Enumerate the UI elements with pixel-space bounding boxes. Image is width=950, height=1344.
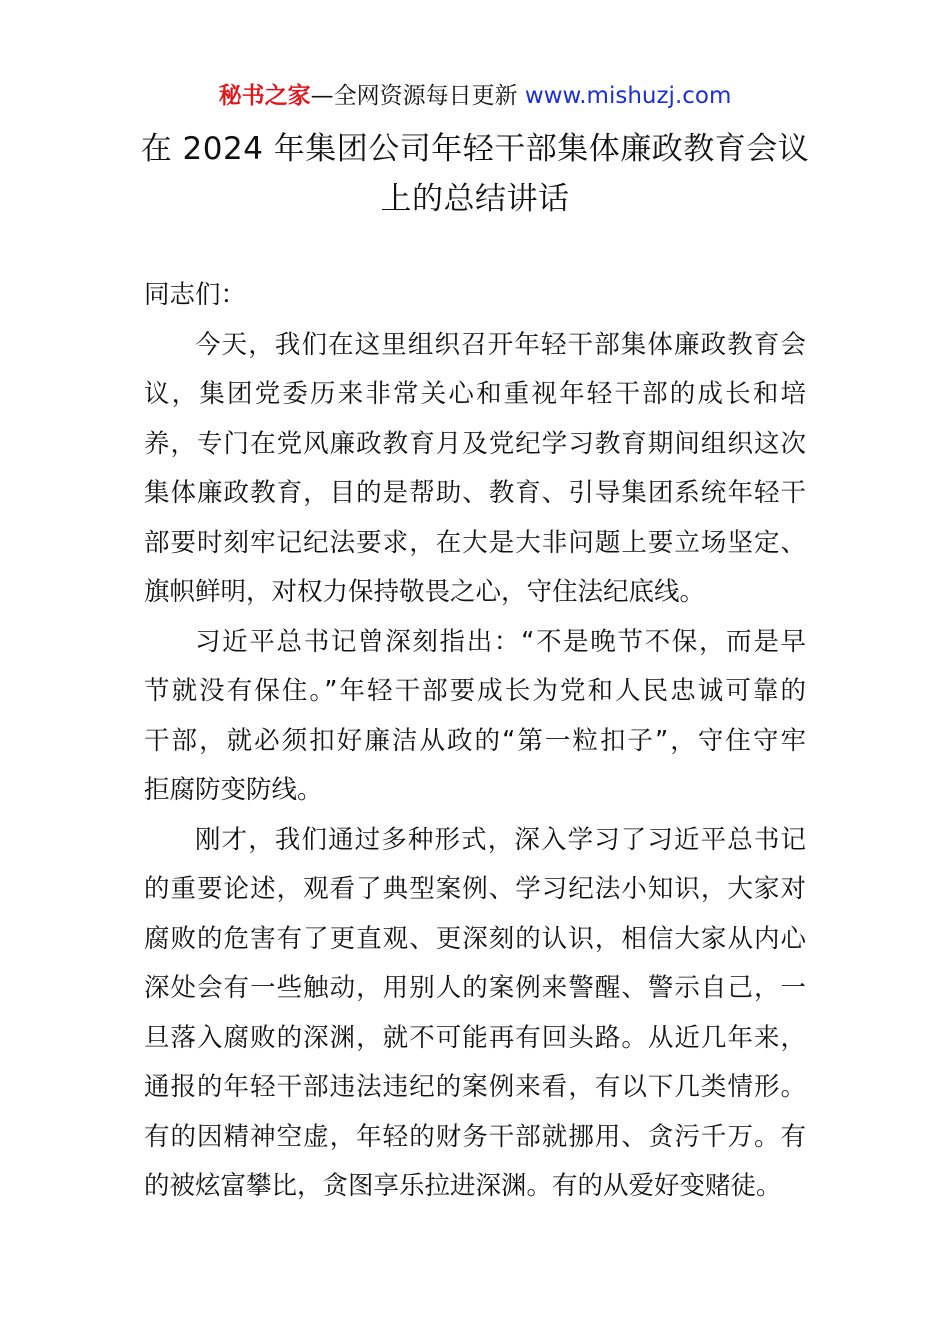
site-header: [0, 80, 950, 112]
paragraph-line: 的被炫富攀比，贪图享乐拉进深渊。有的从爱好变赌徒。: [144, 1171, 782, 1201]
paragraph: [144, 618, 806, 816]
document-title: [100, 124, 850, 224]
paragraph-line: 深处会有一些触动，用别人的案例来警醒、警示自己，一: [144, 973, 806, 1003]
paragraph: [144, 816, 806, 1212]
document-body: [144, 271, 806, 1212]
paragraph-line: 节就没有保住。”年轻干部要成长为党和人民忠诚可靠的: [144, 676, 806, 706]
paragraph-line: 部要时刻牢记纪法要求，在大是大非问题上要立场坚定、: [144, 527, 806, 558]
paragraph-line: 今天，我们在这里组织召开年轻干部集体廉政教育会: [195, 329, 806, 360]
paragraph-line: 旦落入腐败的深渊，就不可能再有回头路。从近几年来，: [144, 1022, 806, 1053]
site-brand: 秘书之家: [218, 83, 311, 109]
paragraph-line: 习近平总书记曾深刻指出：“不是晚节不保，而是早: [195, 626, 806, 657]
paragraph-line: 刚才，我们通过多种形式，深入学习了习近平总书记: [195, 824, 806, 855]
paragraph-line: 养，专门在党风廉政教育月及党纪学习教育期间组织这次: [144, 428, 806, 459]
paragraph-line: 腐败的危害有了更直观、更深刻的认识，相信大家从内心: [144, 923, 806, 954]
document-title-line: 上的总结讲话: [380, 181, 570, 217]
site-url-link[interactable]: www.mishuzj.com: [524, 83, 732, 109]
paragraph-line: 议，集团党委历来非常关心和重视年轻干部的成长和培: [144, 379, 806, 409]
paragraph-line: 拒腐防变防线。: [144, 775, 323, 805]
site-tagline: —全网资源每日更新: [310, 83, 525, 109]
document-title-line: 在 2024 年集团公司年轻干部集体廉政教育会议: [140, 131, 810, 167]
paragraph-line: 有的因精神空虚，年轻的财务干部就挪用、贪污千万。有: [144, 1121, 806, 1152]
salutation: 同志们：: [144, 280, 247, 310]
paragraph-line: 集体廉政教育，目的是帮助、教育、引导集团系统年轻干: [144, 478, 806, 508]
paragraph-line: 旗帜鲜明，对权力保持敬畏之心，守住法纪底线。: [144, 577, 706, 607]
paragraph: [144, 321, 806, 618]
paragraph-line: 的重要论述，观看了典型案例、学习纪法小知识，大家对: [144, 874, 806, 904]
paragraph-line: 通报的年轻干部违法违纪的案例来看，有以下几类情形。: [144, 1072, 806, 1102]
paragraph-line: 干部，就必须扣好廉洁从政的“第一粒扣子”，守住守牢: [144, 725, 806, 756]
